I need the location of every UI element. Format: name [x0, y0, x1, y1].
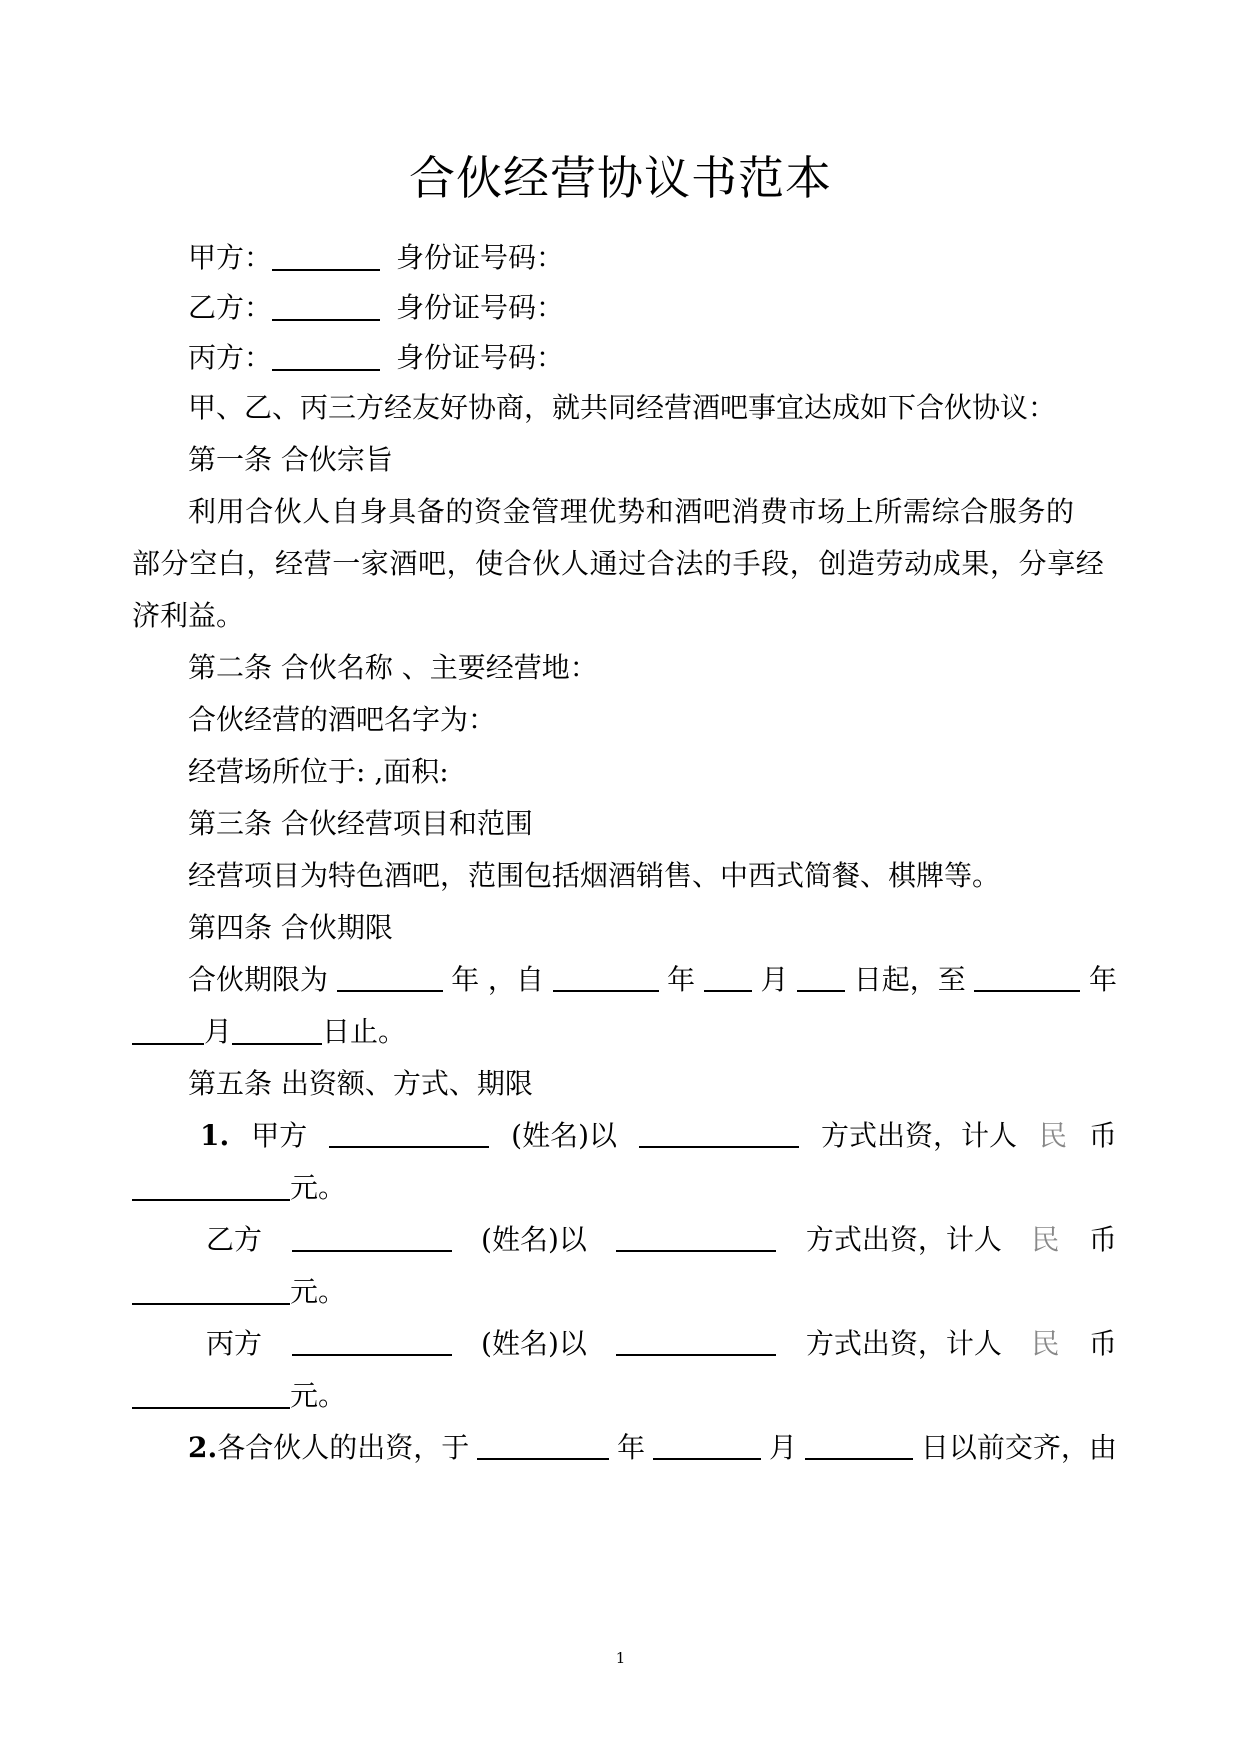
min-char: 民 — [1031, 1327, 1060, 1360]
contribution-amount-a — [132, 1168, 1117, 1208]
article-4-heading: 第四条 合伙期限 — [188, 911, 393, 944]
party-name: 丙方 — [206, 1327, 263, 1360]
article-1-heading: 第一条 合伙宗旨 — [188, 443, 393, 476]
contribution-b-method-blank[interactable] — [616, 1220, 776, 1252]
contribution-b-amount-blank[interactable] — [132, 1273, 290, 1305]
article-3-text: 经营项目为特色酒吧，范围包括烟酒销售、中西式简餐、棋牌等。 — [188, 859, 1001, 892]
article-1-text-line: 济利益。 — [132, 599, 245, 632]
contribution-a-amount-blank[interactable] — [132, 1169, 290, 1201]
yuan-label: 元。 — [290, 1171, 347, 1204]
deadline-year-blank[interactable] — [477, 1428, 609, 1460]
term-line-1 — [188, 960, 1117, 1000]
party-a-name-blank[interactable] — [272, 239, 380, 271]
contribution-deadline-line — [188, 1428, 1117, 1468]
item-number: 2. — [188, 1431, 218, 1464]
year-label: 年 — [451, 963, 480, 996]
month-label: 月 — [769, 1431, 798, 1464]
contributor-b-name-blank[interactable] — [292, 1220, 452, 1252]
article-1-text-line: 利用合伙人自身具备的资金管理优势和酒吧消费市场上所需综合服务的 — [188, 495, 1075, 528]
bi-char: 币 — [1088, 1327, 1117, 1360]
party-a-line — [188, 238, 1117, 278]
day-from-label: 日起，至 — [853, 963, 966, 996]
deadline-rest-text: 日以前交齐，由 — [920, 1431, 1117, 1464]
party-label: 甲方： — [188, 241, 273, 274]
document-title: 合伙经营协议书范本 — [409, 151, 832, 205]
contribution-a-method-blank[interactable] — [639, 1116, 799, 1148]
id-number-label: 身份证号码： — [396, 341, 565, 374]
party-label: 乙方： — [188, 291, 273, 324]
term-prefix: 合伙期限为 — [188, 963, 329, 996]
deadline-month-blank[interactable] — [653, 1428, 761, 1460]
term-years-blank[interactable] — [337, 960, 443, 992]
start-year-blank[interactable] — [553, 960, 659, 992]
end-day-blank[interactable] — [232, 1013, 322, 1045]
year-label: 年 — [1088, 963, 1117, 996]
party-label: 丙方： — [188, 341, 273, 374]
bi-char: 币 — [1088, 1223, 1117, 1256]
contribution-row-a — [200, 1116, 1117, 1156]
min-char: 民 — [1031, 1223, 1060, 1256]
article-1-text-line: 部分空白，经营一家酒吧，使合伙人通过合法的手段，创造劳动成果，分享经 — [132, 547, 1105, 580]
party-b-name-blank[interactable] — [272, 289, 380, 321]
contributor-a-name-blank[interactable] — [329, 1116, 489, 1148]
party-name: 甲方 — [251, 1119, 308, 1152]
contributor-c-name-blank[interactable] — [292, 1324, 452, 1356]
start-day-blank[interactable] — [797, 960, 845, 992]
contribution-amount-b — [132, 1272, 1117, 1312]
article-3-heading: 第三条 合伙经营项目和范围 — [188, 807, 533, 840]
month-label: 月 — [204, 1015, 233, 1048]
business-place-line: 经营场所位于: ,面积: — [188, 755, 449, 788]
deadline-text: 各合伙人的出资，于 — [217, 1431, 470, 1464]
deadline-day-blank[interactable] — [805, 1428, 913, 1460]
contribution-row-c — [206, 1324, 1117, 1364]
method-label: 方式出资，计人 — [805, 1327, 1002, 1360]
from-label: ，自 — [487, 963, 544, 996]
id-number-label: 身份证号码： — [396, 291, 565, 324]
contribution-c-amount-blank[interactable] — [132, 1377, 290, 1409]
party-b-line — [188, 288, 1117, 328]
contribution-c-method-blank[interactable] — [616, 1324, 776, 1356]
method-label: 方式出资，计人 — [820, 1119, 1017, 1152]
bi-char: 币 — [1088, 1119, 1117, 1152]
min-char: 民 — [1038, 1119, 1067, 1152]
name-by-label: (姓名)以 — [511, 1119, 618, 1152]
article-2-heading: 第二条 合伙名称 、主要经营地： — [188, 651, 598, 684]
method-label: 方式出资，计人 — [805, 1223, 1002, 1256]
name-by-label: (姓名)以 — [481, 1327, 587, 1360]
intro-paragraph: 甲、乙、丙三方经友好协商，就共同经营酒吧事宜达成如下合伙协议： — [188, 391, 1057, 424]
bar-name-line: 合伙经营的酒吧名字为： — [188, 703, 497, 736]
article-5-heading: 第五条 出资额、方式、期限 — [188, 1067, 533, 1100]
contribution-row-b — [206, 1220, 1117, 1260]
yuan-label: 元。 — [290, 1379, 347, 1412]
party-c-name-blank[interactable] — [272, 339, 380, 371]
name-by-label: (姓名)以 — [481, 1223, 587, 1256]
day-end-label: 日止。 — [322, 1015, 407, 1048]
start-month-blank[interactable] — [704, 960, 752, 992]
month-label: 月 — [760, 963, 789, 996]
year-label: 年 — [667, 963, 696, 996]
term-line-2 — [132, 1012, 1117, 1052]
page-number: 1 — [615, 1649, 626, 1667]
item-number: 1. — [200, 1119, 230, 1152]
end-year-blank[interactable] — [974, 960, 1080, 992]
yuan-label: 元。 — [290, 1275, 347, 1308]
party-name: 乙方 — [206, 1223, 263, 1256]
id-number-label: 身份证号码： — [396, 241, 565, 274]
year-label: 年 — [617, 1431, 646, 1464]
contribution-amount-c — [132, 1376, 1117, 1416]
end-month-blank[interactable] — [132, 1013, 204, 1045]
party-c-line — [188, 338, 1117, 378]
